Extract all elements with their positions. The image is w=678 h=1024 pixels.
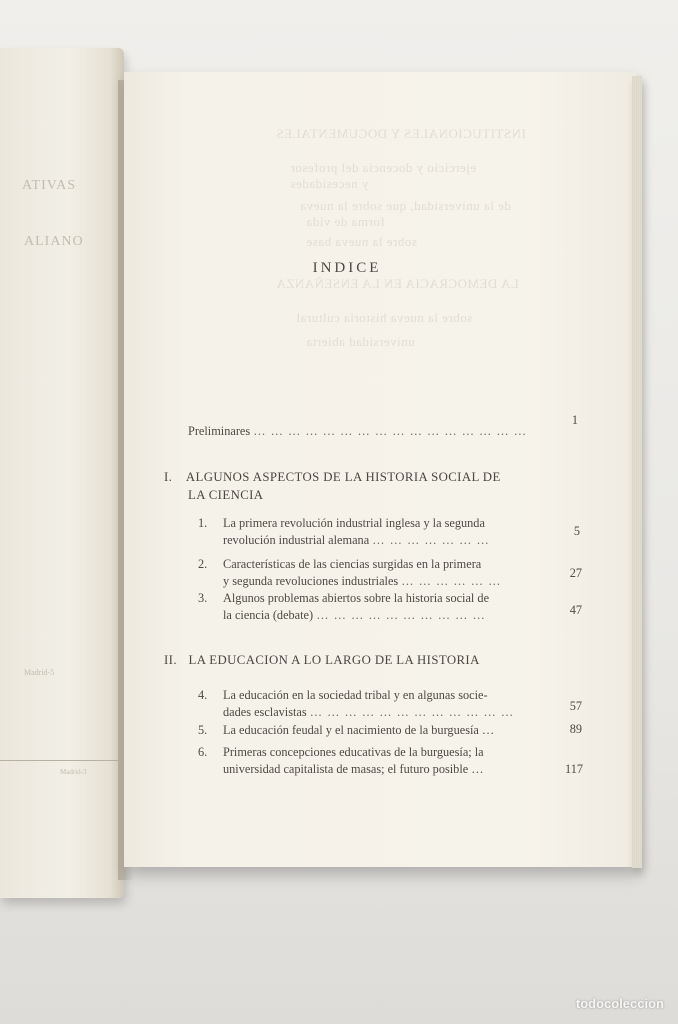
toc-leader-dots: … … … … … … … … … … … … … … … … — [253, 424, 528, 438]
toc-leader-dots: … … … … … … … … … … — [316, 608, 486, 622]
bleed-through-text: LA DEMOCRACIA EN LA ENSEÑANZA — [276, 276, 519, 291]
toc-page-number: 1 — [571, 413, 578, 427]
toc-entry — [198, 590, 548, 626]
toc-entry — [198, 722, 548, 740]
left-page-rule — [0, 760, 118, 761]
toc-entry — [198, 556, 548, 592]
bleed-through-text: sobre la nueva base — [306, 234, 417, 249]
section-heading — [164, 651, 480, 670]
toc-entry-preliminares — [188, 423, 568, 440]
left-page-fragment: ALIANO — [24, 234, 84, 249]
left-page-fragment: ATIVAS — [22, 178, 76, 193]
section-heading-continued: LA CIENCIA — [188, 488, 264, 502]
bleed-through-text: y necesidades — [290, 176, 369, 191]
toc-leader-dots: … … … … … … … — [372, 533, 490, 547]
entry-title-line: revolución industrial alemana — [223, 533, 370, 547]
bleed-through-text: INSTITUCIONALES Y DOCUMENTALES — [276, 126, 526, 141]
entry-title-line: La primera revolución industrial inglesa y la segunda — [223, 516, 485, 530]
entry-title-line: dades esclavistas — [223, 705, 307, 719]
toc-page-number: 57 — [569, 699, 582, 713]
toc-leader-dots: … … … … … … — [401, 574, 502, 588]
entry-title-line: Primeras concepciones educativas de la burguesía; la — [223, 745, 484, 759]
section-heading — [164, 468, 501, 487]
section-number: II. — [164, 653, 177, 667]
bleed-through-text: universidad abierta — [306, 334, 415, 349]
entry-number: 2. — [198, 557, 208, 571]
left-page-fragment: Madrid-3 — [60, 768, 87, 776]
entry-title-line: Características de las ciencias surgidas en la primera — [223, 557, 482, 571]
bleed-through-text: forma de vida — [306, 214, 385, 229]
toc-page-number: 27 — [569, 566, 582, 580]
page-title: INDICE — [312, 260, 382, 276]
entry-title-line: La educación feudal y el nacimiento de la burguesía … — [223, 723, 495, 737]
entry-title-line: la ciencia (debate) — [223, 608, 314, 622]
toc-entry — [198, 515, 548, 551]
entry-title-line: universidad capitalista de masas; el futuro posible … — [223, 762, 484, 776]
section-title: LA EDUCACION A LO LARGO DE LA HISTORIA — [188, 653, 480, 667]
toc-page-number: 117 — [565, 762, 583, 776]
bleed-through-text: de la universidad, que sobre la nueva — [300, 198, 511, 213]
toc-page-number: 89 — [569, 722, 582, 736]
section-title: ALGUNOS ASPECTOS DE LA HISTORIA SOCIAL DE — [185, 470, 501, 484]
left-page — [0, 48, 124, 898]
toc-entry — [198, 744, 548, 780]
toc-page-number: 5 — [573, 524, 580, 538]
entry-title-line: La educación en la sociedad tribal y en algunas socie- — [223, 688, 488, 702]
bleed-through-text: ejercicio y docencia del profesor — [290, 160, 477, 175]
watermark-logo: todocoleccion — [575, 996, 664, 1011]
bleed-through-text: sobre la nueva historia cultural — [296, 310, 473, 325]
toc-leader-dots: … … … … … … … … … … … … — [309, 705, 515, 719]
section-number: I. — [164, 470, 173, 484]
entry-number: 6. — [198, 745, 208, 759]
left-page-fragment: Madrid-5 — [24, 668, 55, 677]
page-edge — [632, 76, 642, 868]
entry-title-line: y segunda revoluciones industriales — [223, 574, 399, 588]
entry-title-line: Algunos problemas abiertos sobre la historia social de — [223, 591, 490, 605]
entry-number: 4. — [198, 688, 208, 702]
entry-number: 1. — [198, 516, 208, 530]
entry-number: 5. — [198, 723, 208, 737]
toc-entry-label: Preliminares — [188, 424, 251, 438]
toc-entry — [198, 687, 548, 723]
entry-number: 3. — [198, 591, 208, 605]
toc-page-number: 47 — [569, 603, 582, 617]
